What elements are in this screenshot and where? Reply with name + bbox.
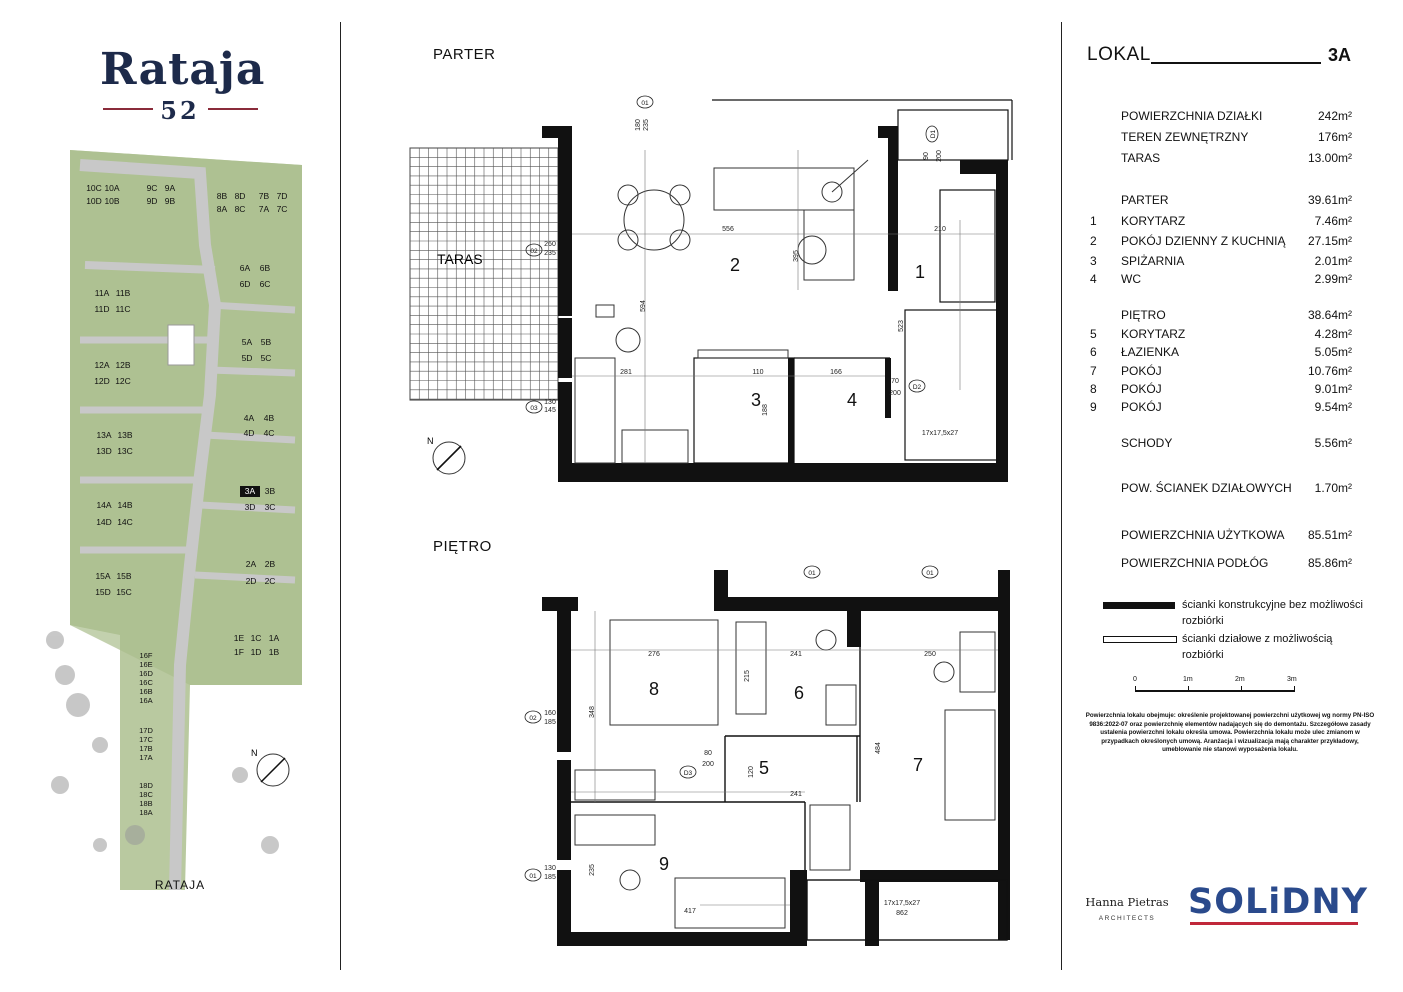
svg-text:01: 01 (926, 570, 934, 577)
site-unit-label: 18A (139, 808, 153, 817)
svg-text:235: 235 (589, 864, 596, 876)
unit-id: 3A (1327, 45, 1351, 65)
svg-text:235: 235 (544, 250, 556, 257)
site-unit-label: 16E (139, 660, 153, 669)
svg-text:166: 166 (830, 369, 842, 376)
site-unit-label: 2D (245, 576, 257, 586)
site-unit-label: 12B (115, 360, 131, 370)
svg-text:02: 02 (529, 715, 537, 722)
pietro-caption: PIĘTRO (433, 538, 492, 555)
room-number: 8 (648, 679, 660, 699)
site-unit-label: 9A (164, 183, 176, 193)
svg-text:D2: D2 (912, 384, 922, 391)
site-north-arrow (251, 748, 289, 786)
site-unit-label: 11A (94, 288, 110, 298)
site-unit-label: 10B (104, 196, 120, 206)
room-row: 9 POKÓJ 9.54m² (1090, 400, 1352, 414)
svg-text:594: 594 (640, 300, 647, 312)
site-unit-label: 4A (243, 413, 255, 423)
site-unit-label: 4C (263, 428, 275, 438)
site-unit-label: 7C (276, 204, 288, 214)
svg-text:260: 260 (544, 241, 556, 248)
site-unit-label: 13D (96, 446, 112, 456)
svg-text:417: 417 (684, 908, 696, 915)
svg-text:200: 200 (702, 761, 714, 768)
site-plan-map (40, 145, 320, 890)
site-unit-label: 8D (234, 191, 246, 201)
legend-partition-swatch (1103, 636, 1177, 643)
site-unit-label: 14A (96, 500, 112, 510)
area-row: TEREN ZEWNĘTRZNY 176m² (1121, 130, 1352, 144)
street-label: RATAJA (154, 878, 206, 892)
svg-text:241: 241 (790, 651, 802, 658)
site-unit-label: 6B (259, 263, 271, 273)
site-unit-label: 2C (264, 576, 276, 586)
site-unit-label: 3C (264, 502, 276, 512)
site-unit-label: 16C (139, 678, 153, 687)
site-unit-label: 8A (216, 204, 228, 214)
svg-text:02: 02 (530, 248, 538, 255)
site-unit-label: 9B (164, 196, 176, 206)
svg-text:241: 241 (790, 791, 802, 798)
site-unit-label: 9C (146, 183, 158, 193)
svg-text:03: 03 (530, 405, 538, 412)
unit-header-rule (1151, 62, 1321, 64)
site-unit-label: 18B (139, 799, 153, 808)
svg-text:276: 276 (648, 651, 660, 658)
site-unit-label: 10A (104, 183, 120, 193)
svg-text:N: N (427, 436, 434, 446)
developer-logo: SOLiDNY (1188, 882, 1368, 922)
unit-label: LOKAL (1087, 44, 1151, 65)
legend-partition-text: ścianki działowe z możliwością rozbiórki (1182, 633, 1333, 661)
site-unit-label: 8C (234, 204, 246, 214)
site-unit-label: 15D (95, 587, 111, 597)
site-unit-label: 9D (146, 196, 158, 206)
svg-text:200: 200 (936, 150, 943, 162)
site-unit-label: 5D (241, 353, 253, 363)
site-unit-label: 1E (233, 633, 245, 643)
developer-logo-bar (1190, 922, 1358, 925)
site-unit-label: 14C (117, 517, 133, 527)
room-number: 1 (914, 262, 926, 282)
site-unit-label: 17D (139, 726, 153, 735)
site-unit-label: 7A (258, 204, 270, 214)
site-unit-label: 1F (234, 647, 244, 657)
parter-floor-plan (400, 90, 1040, 490)
site-unit-label: 2B (264, 559, 276, 569)
site-unit-label: 2A (245, 559, 257, 569)
site-unit-label: 14B (117, 500, 133, 510)
terrace-grid (410, 148, 558, 400)
svg-text:01: 01 (808, 570, 816, 577)
pietro-floor-plan (520, 560, 1020, 960)
site-unit-label: 15C (116, 587, 132, 597)
site-unit-label: 10C (86, 183, 102, 193)
site-unit-label: 6C (259, 279, 271, 289)
site-unit-label: 12C (115, 376, 131, 386)
room-number: 9 (658, 854, 670, 874)
area-row: POWIERZCHNIA UŻYTKOWA 85.51m² (1121, 528, 1352, 542)
room-row: 2 POKÓJ DZIENNY Z KUCHNIĄ 27.15m² (1090, 234, 1352, 248)
svg-text:80: 80 (704, 750, 712, 757)
site-unit-label: 11D (94, 304, 110, 314)
area-row: POW. ŚCIANEK DZIAŁOWYCH 1.70m² (1121, 481, 1352, 495)
scale-bar: 0 1m 2m 3m (1135, 676, 1305, 696)
room-row: 6 ŁAZIENKA 5.05m² (1090, 345, 1352, 359)
area-row: SCHODY 5.56m² (1121, 436, 1352, 450)
parter-caption: PARTER (433, 46, 496, 63)
site-unit-label: 16B (139, 687, 153, 696)
site-unit-label: 17B (139, 744, 153, 753)
pietro-walls (542, 570, 1010, 946)
column-divider-left (340, 22, 341, 970)
svg-text:862: 862 (896, 910, 908, 917)
svg-text:484: 484 (875, 742, 882, 754)
room-number: 7 (912, 755, 924, 775)
svg-text:215: 215 (744, 670, 751, 682)
svg-text:110: 110 (752, 369, 764, 376)
room-number: 6 (793, 683, 805, 703)
svg-text:210: 210 (934, 226, 946, 233)
svg-text:281: 281 (620, 369, 632, 376)
room-row: 7 POKÓJ 10.76m² (1090, 364, 1352, 378)
parter-walls (542, 126, 1008, 482)
room-row: 5 KORYTARZ 4.28m² (1090, 327, 1352, 341)
site-unit-label: 6A (239, 263, 251, 273)
area-row: POWIERZCHNIA PODŁÓG 85.86m² (1121, 556, 1352, 570)
site-unit-label: 12A (94, 360, 110, 370)
svg-text:185: 185 (544, 719, 556, 726)
site-unit-label: 10D (86, 196, 102, 206)
svg-text:180: 180 (635, 119, 642, 131)
site-unit-label: 17A (139, 753, 153, 762)
terrace-label: TARAS (437, 251, 483, 267)
room-number: 2 (729, 255, 741, 275)
svg-text:145: 145 (544, 407, 556, 414)
area-row: TARAS 13.00m² (1121, 151, 1352, 165)
site-unit-label: 18C (139, 790, 153, 799)
site-unit-label: 15A (95, 571, 111, 581)
site-unit-label: 7D (276, 191, 288, 201)
site-unit-label: 12D (94, 376, 110, 386)
svg-text:250: 250 (924, 651, 936, 658)
area-row: PARTER 39.61m² (1121, 193, 1352, 207)
site-unit-label: 11B (115, 288, 131, 298)
svg-text:188: 188 (762, 404, 769, 416)
svg-text:348: 348 (589, 706, 596, 718)
legend-structural-swatch (1103, 602, 1175, 609)
site-unit-label: 15B (116, 571, 132, 581)
column-divider-right (1061, 22, 1062, 970)
site-unit-label: 13B (117, 430, 133, 440)
svg-text:01: 01 (529, 873, 537, 880)
site-unit-label: 17C (139, 735, 153, 744)
pietro-partitions (571, 647, 1007, 940)
site-unit-label: 16D (139, 669, 153, 678)
architect-sub: ARCHITECTS (1098, 915, 1156, 922)
svg-text:N: N (251, 748, 258, 758)
room-row: 8 POKÓJ 9.01m² (1090, 382, 1352, 396)
svg-text:70: 70 (891, 378, 899, 385)
svg-text:200: 200 (889, 390, 901, 397)
svg-text:185: 185 (544, 874, 556, 881)
svg-text:395: 395 (793, 250, 800, 262)
site-unit-label: 1D (250, 647, 262, 657)
parter-north-arrow (427, 436, 465, 474)
room-row: 1 KORYTARZ 7.46m² (1090, 214, 1352, 228)
unit-header (1087, 44, 1357, 68)
site-unit-label: 1A (268, 633, 280, 643)
room-number: 5 (758, 758, 770, 778)
svg-text:556: 556 (722, 226, 734, 233)
site-unit-label: 16F (139, 651, 153, 660)
parter-furniture (575, 160, 868, 463)
svg-text:D1: D1 (930, 129, 937, 139)
site-unit-label: 11C (115, 304, 131, 314)
disclaimer-text: Powierzchnia lokalu obejmuje: określenie projektowanej powierzchni użytkowej wg normy PN-ISO 9836:2022-07 oraz powierzchnię elementów nadających się do demontażu. Szczegółowe zasady ustalenia powierzchni lokalu określa umowa. Powierzchnia lokalu może ulec zmianom w przypadkach określonych umową. Aranżacja i wizualizacja mają charakter przykładowy, umeblowanie nie stanowi wyposażenia lokalu. (1085, 712, 1375, 754)
site-unit-label: 1B (268, 647, 280, 657)
site-unit-label: 1C (250, 633, 262, 643)
site-unit-label: 4D (243, 428, 255, 438)
svg-text:120: 120 (748, 766, 755, 778)
site-unit-label: 16A (139, 696, 153, 705)
site-unit-label: 3B (264, 486, 276, 496)
site-unit-label: 5C (260, 353, 272, 363)
site-unit-label: 8B (216, 191, 228, 201)
svg-text:130: 130 (544, 865, 556, 872)
svg-text:17x17,5x27: 17x17,5x27 (921, 430, 959, 437)
area-row: POWIERZCHNIA DZIAŁKI 242m² (1121, 109, 1352, 123)
project-logo-number: 52 (160, 96, 200, 125)
site-unit-label: 18D (139, 781, 153, 790)
site-unit-label: 4B (263, 413, 275, 423)
area-row: PIĘTRO 38.64m² (1121, 308, 1352, 322)
svg-text:235: 235 (643, 119, 650, 131)
room-number: 4 (846, 390, 858, 410)
svg-text:D3: D3 (683, 770, 693, 777)
svg-text:17x17,5x27: 17x17,5x27 (883, 900, 921, 907)
svg-text:523: 523 (898, 320, 905, 332)
site-unit-label: 3D (244, 502, 256, 512)
site-unit-label: 14D (96, 517, 112, 527)
site-unit-label: 3A (244, 486, 256, 496)
legend-structural-text: ścianki konstrukcyjne bez możliwości rozbiórki (1182, 599, 1363, 627)
site-unit-label: 7B (258, 191, 270, 201)
site-plan (40, 145, 320, 890)
site-unit-label: 6D (239, 279, 251, 289)
architect-name: Hanna Pietras (1085, 895, 1169, 909)
project-logo-title: Rataja (100, 44, 266, 95)
room-row: 3 SPIŻARNIA 2.01m² (1090, 254, 1352, 268)
site-unit-label: 5B (260, 337, 272, 347)
site-unit-label: 13A (96, 430, 112, 440)
room-number: 3 (750, 390, 762, 410)
svg-text:90: 90 (923, 152, 930, 160)
svg-text:130: 130 (544, 399, 556, 406)
site-unit-label: 13C (117, 446, 133, 456)
architect-logo (1082, 895, 1172, 922)
site-unit-label: 5A (241, 337, 253, 347)
svg-text:160: 160 (544, 710, 556, 717)
room-row: 4 WC 2.99m² (1090, 272, 1352, 286)
svg-text:01: 01 (641, 100, 649, 107)
